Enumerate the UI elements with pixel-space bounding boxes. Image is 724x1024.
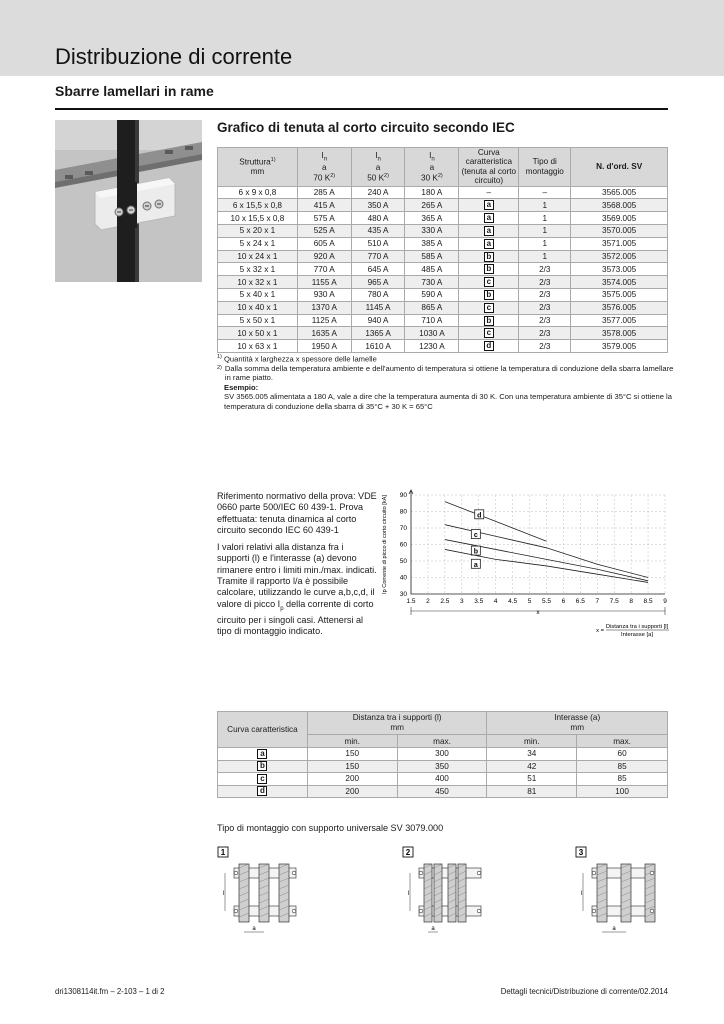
cell-structure: 5 x 32 x 1 [218, 263, 298, 276]
cell-in-30: 1230 A [405, 340, 459, 353]
cell-curve [459, 250, 519, 263]
copper-bar [424, 864, 432, 922]
header-structure-sup: 1) [270, 157, 276, 164]
header-in-label: I [321, 150, 324, 160]
cell-in-30: 180 A [405, 186, 459, 199]
table-row [218, 237, 668, 250]
cell-mount: 2/3 [519, 327, 571, 340]
cell-imax: 85 [577, 760, 668, 773]
cell-structure: 10 x 24 x 1 [218, 250, 298, 263]
curve-badge: c [484, 328, 494, 338]
bolt-marker [477, 871, 481, 875]
y-tick-label: 60 [399, 541, 407, 549]
section-title: Grafico di tenuta al corto circuito secondo IEC [217, 120, 515, 135]
y-tick-label: 80 [399, 508, 407, 516]
cell-in-70: 605 A [297, 237, 351, 250]
x-tick-label: 4 [493, 598, 498, 605]
cell-in-70: 575 A [297, 212, 351, 225]
cell-mount: 1 [519, 237, 571, 250]
mounting-title: Tipo di montaggio con supporto universale SV 3079.000 [217, 823, 444, 833]
cell-structure: 5 x 50 x 1 [218, 314, 298, 327]
cell-structure: 5 x 40 x 1 [218, 289, 298, 302]
cell-order: 3578.005 [571, 327, 668, 340]
cell-in-50: 510 A [351, 237, 405, 250]
example-block [217, 383, 677, 411]
cell-in-30: 385 A [405, 237, 459, 250]
curve-table-body [218, 748, 668, 798]
y-axis-label: Ip Corrente di picco di corto circuito [kA] [382, 495, 388, 594]
table-row [218, 199, 668, 212]
cell-in-50: 480 A [351, 212, 405, 225]
header-in-50 [351, 148, 405, 187]
footer-left: dri1308114it.fm – 2-103 – 1 di 2 [55, 987, 165, 996]
cell-structure: 10 x 40 x 1 [218, 301, 298, 314]
cell-curve [459, 199, 519, 212]
header-k50: 50 K [367, 173, 385, 183]
cell-dmin: 200 [307, 773, 397, 786]
header-a-label: a [375, 163, 381, 173]
cell-imin: 81 [487, 785, 577, 798]
copper-bar [621, 864, 631, 922]
series-label-c: c [473, 532, 478, 540]
header-in-label: I [429, 150, 432, 160]
dimension-l-label: l [408, 891, 410, 897]
cell-dmin: 150 [307, 748, 397, 761]
mounting-svg [575, 846, 665, 938]
curve-limits-table [217, 711, 668, 798]
cell-in-30: 265 A [405, 199, 459, 212]
table-row [218, 186, 668, 199]
curve-badge: d [257, 786, 267, 796]
cell-imax: 100 [577, 785, 668, 798]
cell-in-70: 525 A [297, 225, 351, 238]
mounting-diagram-1 [217, 846, 307, 938]
table-row [218, 760, 668, 773]
y-tick-label: 50 [399, 558, 407, 565]
bolt-marker [234, 871, 238, 875]
table-row [218, 250, 668, 263]
example-text: SV 3565.005 alimentata a 180 A, vale a dire che la temperatura aumenta di 30 K. Con una temperatura ambiente di 35°C si ottiene la temperatura di conduzione della sbarra di 35°C + 30 K = 65°C [224, 392, 672, 411]
curve-table-distance-label: Distanza tra i supporti (l) [352, 713, 442, 723]
bolt-marker [477, 909, 481, 913]
series-label-d: d [477, 512, 482, 520]
cell-order: 3576.005 [571, 301, 668, 314]
cell-dmin: 150 [307, 760, 397, 773]
reference-paragraph-1: Riferimento normativo della prova: VDE 0660 parte 500/IEC 60 439-1. Prova effettuata: tenuta dinamica al corto circuito secondo IEC 60 439-1 [217, 491, 377, 535]
example-label: Esempio: [224, 382, 259, 392]
y-tick-label: 40 [399, 574, 407, 582]
specs-table-body [218, 186, 668, 352]
table-row [218, 301, 668, 314]
curve-table-inter-max: max. [577, 735, 668, 748]
cell-in-70: 415 A [297, 199, 351, 212]
cell-in-30: 865 A [405, 301, 459, 314]
cell-in-50: 350 A [351, 199, 405, 212]
cell-mount: 1 [519, 225, 571, 238]
chart-svg [378, 486, 678, 641]
cell-in-70: 1635 A [297, 327, 351, 340]
cell-in-70: 770 A [297, 263, 351, 276]
cell-in-50: 965 A [351, 276, 405, 289]
copper-bar [279, 864, 289, 922]
cell-in-50: 1145 A [351, 301, 405, 314]
curve-table-header-curve: Curva caratteristica [218, 712, 308, 748]
cell-in-70: 285 A [297, 186, 351, 199]
x-tick-label: 2.5 [440, 598, 450, 605]
cell-in-30: 485 A [405, 263, 459, 276]
footnote-1-text: Quantità x larghezza x spessore delle lamelle [224, 354, 377, 364]
x-tick-label: 5.5 [541, 598, 551, 605]
cell-order: 3572.005 [571, 250, 668, 263]
cell-in-50: 940 A [351, 314, 405, 327]
cell-mount: 2/3 [519, 276, 571, 289]
cell-in-30: 365 A [405, 212, 459, 225]
cell-in-30: 710 A [405, 314, 459, 327]
cell-in-70: 1950 A [297, 340, 351, 353]
curve-badge: b [484, 316, 494, 326]
copper-bar [434, 864, 442, 922]
cell-mount: 2/3 [519, 314, 571, 327]
dimension-l-label: l [223, 891, 225, 897]
cell-imax: 60 [577, 748, 668, 761]
footnotes [217, 353, 677, 411]
footnote-2-text: Dalla somma della temperatura ambiente e dell'aumento di temperatura si ottiene la temperatura di conduzione della sbarra lamellare in rame piatto. [224, 363, 674, 383]
header-curve: Curva caratteristica (tenuta al corto circuito) [459, 148, 519, 187]
table-row [218, 225, 668, 238]
cell-in-50: 645 A [351, 263, 405, 276]
mounting-type-number: 1 [220, 848, 226, 857]
copper-bar [597, 864, 607, 922]
header-in-sub: n [377, 156, 381, 163]
x-tick-label: 2 [426, 598, 430, 605]
curve-badge: b [484, 264, 494, 274]
header-rule [55, 108, 668, 110]
bolt-marker [592, 909, 596, 913]
header-structure-unit: mm [250, 167, 265, 177]
series-label-b: b [473, 548, 478, 556]
reference-paragraph-2b: della corrente di corto circuito per i singoli casi. Attenersi al tipo di montaggio indicato. [217, 598, 374, 637]
x-tick-label: 3.5 [474, 598, 484, 605]
series-label-a: a [473, 561, 478, 569]
table-row [218, 773, 668, 786]
short-circuit-chart [378, 486, 678, 641]
x-tick-label: 8.5 [643, 598, 653, 605]
cell-order: 3568.005 [571, 199, 668, 212]
mounting-diagram-2 [402, 846, 492, 938]
table-row [218, 263, 668, 276]
cell-curve [459, 340, 519, 353]
header-mount: Tipo di montaggio [519, 148, 571, 187]
cell-order: 3571.005 [571, 237, 668, 250]
x-tick-label: 6.5 [575, 598, 585, 605]
product-photo [55, 120, 202, 282]
x-tick-label: 7.5 [609, 598, 619, 605]
cell-c [218, 773, 308, 786]
x-axis-label: x [536, 609, 540, 616]
header-k-sup: 2) [437, 172, 443, 179]
copper-bar [239, 864, 249, 922]
cell-order: 3570.005 [571, 225, 668, 238]
cell-mount: 2/3 [519, 301, 571, 314]
table-row [218, 340, 668, 353]
header-k-sup: 2) [384, 172, 389, 179]
curve-table-header-distance [307, 712, 487, 735]
cell-structure: 10 x 15,5 x 0,8 [218, 212, 298, 225]
cell-dmax: 350 [397, 760, 487, 773]
x-tick-label: 5 [527, 598, 532, 605]
cell-imin: 51 [487, 773, 577, 786]
copper-bar [458, 864, 466, 922]
mounting-type-number: 3 [578, 848, 584, 857]
bolt-marker [419, 909, 423, 913]
header-k70: 70 K [313, 173, 331, 183]
mounting-svg [402, 846, 492, 938]
cell-in-50: 240 A [351, 186, 405, 199]
cell-c [218, 760, 308, 773]
curve-table-header-interaxis [487, 712, 668, 735]
cell-c [218, 748, 308, 761]
cell-in-30: 585 A [405, 250, 459, 263]
curve-badge: b [484, 252, 494, 262]
curve-badge: c [484, 303, 494, 313]
header-structure [218, 148, 298, 187]
page-subtitle: Sbarre lamellari in rame [55, 83, 214, 99]
cell-structure: 10 x 50 x 1 [218, 327, 298, 340]
cell-dmin: 200 [307, 785, 397, 798]
curve-badge: a [484, 226, 494, 236]
cell-order: 3577.005 [571, 314, 668, 327]
curve-badge: c [257, 774, 267, 784]
bolt-marker [292, 909, 296, 913]
bolt-marker [419, 871, 423, 875]
cell-mount: 1 [519, 199, 571, 212]
x-tick-label: 8 [629, 598, 633, 605]
bolt-marker [650, 909, 654, 913]
cell-c [218, 785, 308, 798]
cell-curve: – [459, 186, 519, 199]
cell-curve [459, 327, 519, 340]
cell-order: 3573.005 [571, 263, 668, 276]
header-in-70 [297, 148, 351, 187]
cell-in-50: 1610 A [351, 340, 405, 353]
cell-curve [459, 263, 519, 276]
cell-in-70: 930 A [297, 289, 351, 302]
formula-denominator: Interasse [a] [621, 632, 653, 638]
page-title: Distribuzione di corrente [55, 44, 293, 69]
cell-curve [459, 225, 519, 238]
table-row [218, 212, 668, 225]
header-a-label: a [429, 163, 435, 173]
table-row [218, 314, 668, 327]
cell-in-30: 1030 A [405, 327, 459, 340]
curve-badge: a [484, 200, 494, 210]
cell-in-70: 1155 A [297, 276, 351, 289]
cell-in-30: 330 A [405, 225, 459, 238]
specs-table [217, 147, 668, 353]
cell-mount: – [519, 186, 571, 199]
reference-text [217, 491, 377, 643]
formula-numerator: Distanza tra i supporti [l] [605, 624, 669, 630]
cell-order: 3565.005 [571, 186, 668, 199]
curve-table-distance-unit: mm [390, 723, 404, 733]
bolt-marker [650, 871, 654, 875]
cell-imin: 42 [487, 760, 577, 773]
specs-table-header [218, 148, 668, 187]
header-order: N. d'ord. SV [571, 148, 668, 187]
cell-structure: 10 x 63 x 1 [218, 340, 298, 353]
x-tick-label: 6 [561, 598, 566, 605]
dimension-a-label: a [612, 926, 616, 932]
x-tick-label: 3 [459, 598, 464, 605]
y-tick-label: 30 [399, 591, 407, 598]
curve-table-inter-min: min. [487, 735, 577, 748]
cell-mount: 2/3 [519, 289, 571, 302]
reference-paragraph-2-sub: p [280, 605, 284, 612]
curve-table-interaxis-label: Interasse (a) [554, 713, 601, 723]
header-k-sup: 2) [330, 172, 336, 179]
x-tick-label: 1.5 [406, 598, 416, 605]
cell-curve [459, 301, 519, 314]
header-k30: 30 K [421, 173, 438, 183]
cell-dmax: 400 [397, 773, 487, 786]
header-in-30 [405, 148, 459, 187]
bolt-marker [234, 909, 238, 913]
bolt-marker [592, 871, 596, 875]
cell-curve [459, 276, 519, 289]
cell-order: 3575.005 [571, 289, 668, 302]
curve-badge: b [484, 290, 494, 300]
table-row [218, 289, 668, 302]
curve-badge: b [257, 761, 267, 771]
curve-table-header-row-1 [218, 712, 668, 735]
cell-structure: 10 x 32 x 1 [218, 276, 298, 289]
mounting-type-number: 2 [405, 848, 411, 857]
header-in-sub: n [323, 156, 328, 163]
curve-badge: d [484, 341, 494, 351]
bolt-marker [292, 871, 296, 875]
y-tick-label: 70 [399, 525, 407, 532]
cell-order: 3579.005 [571, 340, 668, 353]
chart-axes [411, 491, 665, 594]
cell-mount: 1 [519, 250, 571, 263]
x-tick-label: 7 [595, 598, 600, 605]
cell-curve [459, 289, 519, 302]
cell-in-50: 435 A [351, 225, 405, 238]
cell-in-70: 1370 A [297, 301, 351, 314]
cell-structure: 6 x 9 x 0,8 [218, 186, 298, 199]
cell-in-70: 1125 A [297, 314, 351, 327]
curve-badge: a [484, 213, 494, 223]
curve-table-interaxis-unit: mm [570, 723, 585, 733]
cell-order: 3574.005 [571, 276, 668, 289]
cell-in-70: 920 A [297, 250, 351, 263]
cell-curve [459, 237, 519, 250]
curve-table-dist-min: min. [307, 735, 397, 748]
x-tick-label: 9 [663, 598, 667, 605]
cell-imin: 34 [487, 748, 577, 761]
footnote-1 [217, 353, 677, 364]
footer-right: Dettagli tecnici/Distribuzione di corrente/02.2014 [500, 987, 668, 996]
cell-curve [459, 314, 519, 327]
dimension-a-label: a [431, 926, 435, 932]
cell-structure: 6 x 15,5 x 0,8 [218, 199, 298, 212]
cell-order: 3569.005 [571, 212, 668, 225]
cell-in-30: 730 A [405, 276, 459, 289]
header-a-label: a [321, 163, 327, 173]
footnote-2-marker: 2) [217, 364, 222, 371]
mounting-svg [217, 846, 307, 938]
cell-in-50: 1365 A [351, 327, 405, 340]
header-structure-label: Struttura [239, 157, 271, 167]
cell-mount: 2/3 [519, 340, 571, 353]
copper-bar [259, 864, 269, 922]
cell-in-50: 770 A [351, 250, 405, 263]
curve-table-dist-max: max. [397, 735, 487, 748]
copper-bar [448, 864, 456, 922]
footnote-1-marker: 1) [217, 354, 222, 360]
table-row [218, 276, 668, 289]
y-tick-label: 90 [399, 492, 407, 499]
reference-paragraph-2 [217, 542, 377, 637]
curve-badge: c [484, 277, 494, 287]
table-row [218, 748, 668, 761]
header-in-label: I [375, 150, 378, 160]
cell-mount: 2/3 [519, 263, 571, 276]
curve-badge: a [484, 239, 494, 249]
cell-dmax: 450 [397, 785, 487, 798]
table-row [218, 785, 668, 798]
cell-dmax: 300 [397, 748, 487, 761]
footnote-2 [217, 364, 677, 383]
dimension-l-label: l [581, 891, 583, 897]
formula-lhs: x = [596, 628, 604, 634]
dimension-a-label: a [252, 926, 256, 932]
cell-structure: 5 x 24 x 1 [218, 237, 298, 250]
cell-structure: 5 x 20 x 1 [218, 225, 298, 238]
cell-in-30: 590 A [405, 289, 459, 302]
mounting-diagram-3 [575, 846, 665, 938]
cell-mount: 1 [519, 212, 571, 225]
x-tick-label: 4.5 [508, 598, 518, 605]
reference-paragraph-2a: I valori relativi alla distanza fra i supporti (l) e l'interasse (a) devono rimanere entro i limiti min./max. indicati. Tramite il rapporto l/a è possibile calcolare, utilizzando le curve a,b,c,d, il valore di picco I [217, 542, 377, 609]
cell-imax: 85 [577, 773, 668, 786]
cell-in-50: 780 A [351, 289, 405, 302]
curve-badge: a [257, 749, 267, 759]
cell-curve [459, 212, 519, 225]
header-in-sub: n [431, 156, 435, 163]
table-row [218, 327, 668, 340]
